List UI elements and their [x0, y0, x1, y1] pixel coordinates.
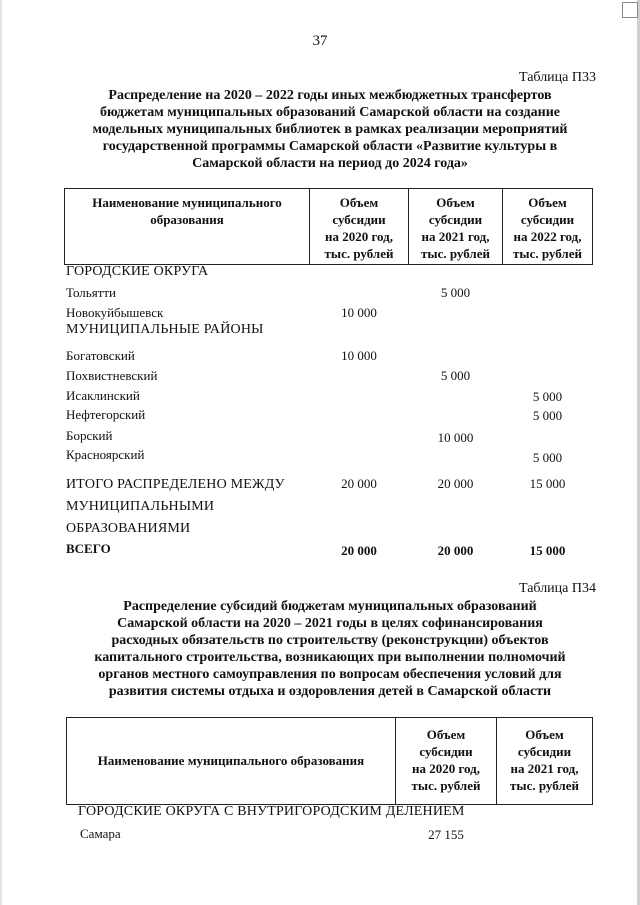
table33-title: Распределение на 2020 – 2022 годы иных межбюджетных трансфертов бюджетам муниципальных образований Самарской области на создание модельных муниципальных библиотек в рамках реализации мероприятий государственной программы Самарской области «Развитие культуры в Самарской области на период до 2024 года» — [92, 88, 568, 171]
table33-row-name: Борский — [66, 428, 113, 443]
table33-header-2021: Объем субсидии на 2021 год, тыс. рублей — [421, 195, 490, 261]
page-number: 37 — [312, 33, 328, 49]
table33-cell-2022: 5 000 — [532, 450, 563, 465]
table34-header-top-border — [66, 717, 592, 718]
table33-row-name: Богатовский — [66, 348, 135, 363]
table33-grand-total-2020: 20 000 — [341, 543, 377, 558]
table34-col-divider — [592, 717, 593, 805]
table34-header-2021: Объем субсидии на 2021 год, тыс. рублей — [510, 727, 579, 793]
scan-corner-mark — [622, 2, 638, 18]
table33-row-name: Нефтегорский — [66, 407, 146, 422]
table33-grand-total-2021: 20 000 — [437, 543, 474, 558]
table33-row-name: Похвистневский — [66, 368, 158, 383]
table34-label: Таблица П34 — [519, 581, 596, 596]
table33-header-name: Наименование муниципального образования — [92, 195, 282, 227]
table33-header-2022: Объем субсидии на 2022 год, тыс. рублей — [513, 195, 582, 261]
table33-total-2022: 15 000 — [529, 476, 566, 491]
table33-grand-total-label: ВСЕГО — [66, 541, 111, 556]
table33-total-2021: 20 000 — [437, 476, 474, 491]
table33-header-2020: Объем субсидии на 2020 год, тыс. рублей — [324, 195, 394, 261]
table33-row-name: Красноярский — [66, 447, 145, 462]
table33-row-name: Исаклинский — [66, 388, 140, 403]
table33-cell-2021: 5 000 — [440, 285, 471, 300]
table33-row-name: Новокуйбышевск — [66, 305, 164, 320]
table33-header-top-border — [64, 188, 592, 189]
table33-label: Таблица П33 — [519, 70, 596, 85]
table33-cell-2021: 10 000 — [437, 430, 474, 445]
table33-cell-2020: 10 000 — [341, 348, 377, 363]
table34-row-name: Самара — [80, 826, 121, 841]
table34-section-urban-divided: ГОРОДСКИЕ ОКРУГА С ВНУТРИГОРОДСКИМ ДЕЛЕНИЕМ — [78, 804, 465, 819]
table33-cell-2021: 5 000 — [440, 368, 471, 383]
table33-cell-2022: 5 000 — [532, 389, 563, 404]
table33-section-urban: ГОРОДСКИЕ ОКРУГА — [66, 264, 209, 279]
table34-header-2020: Объем субсидии на 2020 год, тыс. рублей — [411, 727, 481, 793]
table33-cell-2022: 5 000 — [532, 408, 563, 423]
table33-cell-2020: 10 000 — [341, 305, 377, 320]
table33-section-districts: МУНИЦИПАЛЬНЫЕ РАЙОНЫ — [66, 322, 264, 337]
table33-grand-total-2022: 15 000 — [529, 543, 566, 558]
table33-total-distributed-label: ИТОГО РАСПРЕДЕЛЕНО МЕЖДУ МУНИЦИПАЛЬНЫМИ ОБРАЗОВАНИЯМИ — [66, 477, 285, 536]
scan-edge-left — [0, 0, 2, 905]
table34-cell-2020: 27 155 — [428, 827, 464, 842]
table34-title: Распределение субсидий бюджетам муниципальных образований Самарской области на 2020 – 2021 годы в целях софинансирования расходных обязательств по строительству (реконструкции) объектов капитального строительства, возникающих при выполнении полномочий органов местного самоуправления по вопросам обеспечения условий для развития системы отдыха и оздоровления детей в Самарской области — [94, 599, 566, 699]
table33-total-2020: 20 000 — [341, 476, 377, 491]
table34-header-name: Наименование муниципального образования — [97, 753, 365, 768]
table33-col-divider — [592, 188, 593, 265]
table33-row-name: Тольятти — [66, 285, 117, 300]
